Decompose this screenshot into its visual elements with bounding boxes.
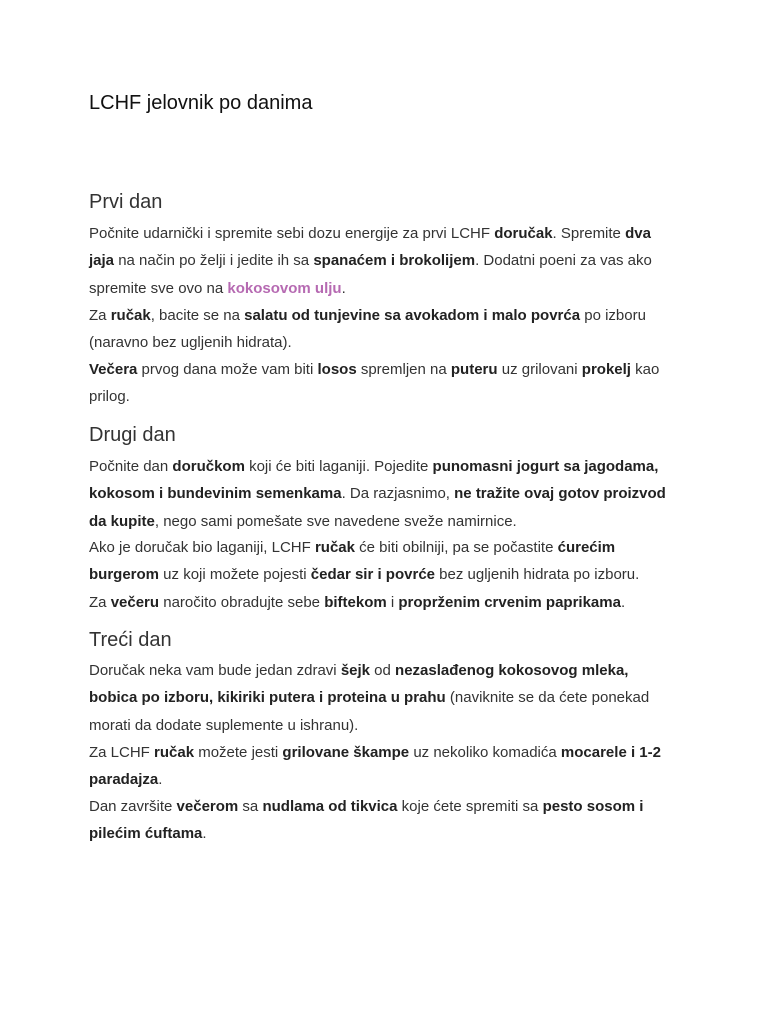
bold-text: ručak	[110, 307, 151, 324]
bold-text: dva jaja	[89, 225, 651, 270]
bold-text: čedar sir i povrće	[310, 566, 435, 584]
bold-text: punomasni jogurt sa jagodama, kokosom i bundevinim semenkama	[89, 458, 659, 503]
text-run: Za LCHF	[89, 744, 155, 761]
text-run: spremljen na	[356, 361, 451, 378]
text-run: i	[386, 594, 399, 611]
bold-text: nezaslađenog kokosovog mleka, bobica po izboru, kikiriki putera i proteina u prahu	[89, 662, 629, 707]
text-run: . Spremite	[552, 225, 626, 242]
bold-text: spanaćem i brokolijem	[313, 252, 476, 270]
paragraph-day-1-breakfast	[89, 220, 679, 302]
text-run: kao prilog.	[89, 361, 660, 406]
page-title: LCHF jelovnik po danima	[89, 92, 313, 114]
bold-text: biftekom	[324, 594, 387, 611]
paragraph-day-2-lunch	[89, 534, 679, 589]
text-run: .	[202, 825, 207, 843]
bold-text: doručkom	[172, 458, 245, 475]
bold-text: ne tražite ovaj gotov proizvod da kupite	[89, 485, 666, 530]
text-run: uz grilovani	[497, 361, 582, 378]
section-heading-day-2: Drugi dan	[89, 424, 176, 446]
text-run: naročito obradujte sebe	[159, 594, 325, 611]
bold-text: ručak	[154, 744, 195, 761]
bold-text: mocarele i 1-2 paradajza	[89, 744, 661, 789]
text-run: od	[370, 662, 396, 679]
bold-text: večerom	[176, 798, 239, 815]
bold-text: ručak	[314, 539, 355, 556]
text-run: Za	[89, 594, 111, 611]
text-run: Doručak neka vam bude jedan zdravi	[89, 662, 341, 679]
text-run: .	[341, 279, 346, 297]
bold-text: losos	[317, 361, 357, 378]
text-run: . Dodatni poeni za vas ako spremite sve ovo na	[89, 252, 652, 297]
bold-text: večeru	[110, 594, 160, 611]
bold-text: puteru	[450, 361, 498, 378]
section-heading-day-3: Treći dan	[89, 629, 172, 651]
text-run: , nego sami pomešate sve navedene sveže namirnice.	[154, 512, 517, 530]
text-run: koji će biti laganiji. Pojedite	[244, 458, 433, 475]
bold-text: pesto sosom i pilećim ćuftama	[89, 798, 644, 843]
text-run: će biti obilniji, pa se počastite	[354, 539, 558, 556]
text-run: bez ugljenih hidrata po izboru.	[435, 566, 640, 584]
paragraph-day-1-dinner	[89, 356, 679, 411]
bold-text: nudlama od tikvica	[262, 798, 398, 815]
section-heading-day-1: Prvi dan	[89, 191, 163, 213]
bold-text: grilovane škampe	[282, 744, 410, 761]
paragraph-day-2-breakfast	[89, 453, 679, 535]
text-run: .	[158, 771, 163, 789]
text-run: uz nekoliko komadića	[409, 744, 561, 761]
bold-text: proprženim crvenim paprikama	[398, 594, 621, 611]
bold-text: doručak	[494, 225, 553, 242]
paragraph-day-1-lunch	[89, 302, 679, 357]
text-run: na način po želji i jedite ih sa	[114, 252, 314, 270]
bold-text: ćurećim burgerom	[89, 539, 616, 584]
paragraph-day-3-lunch	[89, 739, 679, 794]
text-run: Dan završite	[89, 798, 177, 815]
text-run: (naviknite se da ćete ponekad morati da dodate suplemente u ishranu).	[89, 689, 650, 734]
text-run: koje ćete spremiti sa	[397, 798, 543, 815]
text-run: .	[620, 594, 626, 611]
paragraph-day-3-dinner	[89, 793, 679, 848]
text-run: Za	[89, 307, 111, 324]
text-run: Počnite dan	[89, 458, 173, 475]
text-run: možete jesti	[194, 744, 283, 761]
text-run: Ako je doručak bio laganiji, LCHF	[89, 539, 315, 556]
inline-link[interactable]: kokosovom ulju	[227, 279, 342, 297]
text-run: , bacite se na	[150, 307, 245, 324]
bold-text: Večera	[89, 361, 138, 378]
text-run: . Da razjasnimo,	[341, 485, 455, 503]
bold-text: prokelj	[581, 361, 631, 378]
bold-text: salatu od tunjevine sa avokadom i malo povrća	[244, 307, 581, 324]
text-run: sa	[238, 798, 263, 815]
text-run: uz koji možete pojesti	[159, 566, 311, 584]
text-run: Počnite udarnički i spremite sebi dozu energije za prvi LCHF	[89, 225, 495, 242]
paragraph-day-3-breakfast	[89, 657, 679, 739]
paragraph-day-2-dinner	[89, 589, 679, 616]
text-run: prvog dana može vam biti	[137, 361, 318, 378]
text-run: po izboru (naravno bez ugljenih hidrata).	[89, 307, 646, 352]
bold-text: šejk	[340, 662, 371, 679]
